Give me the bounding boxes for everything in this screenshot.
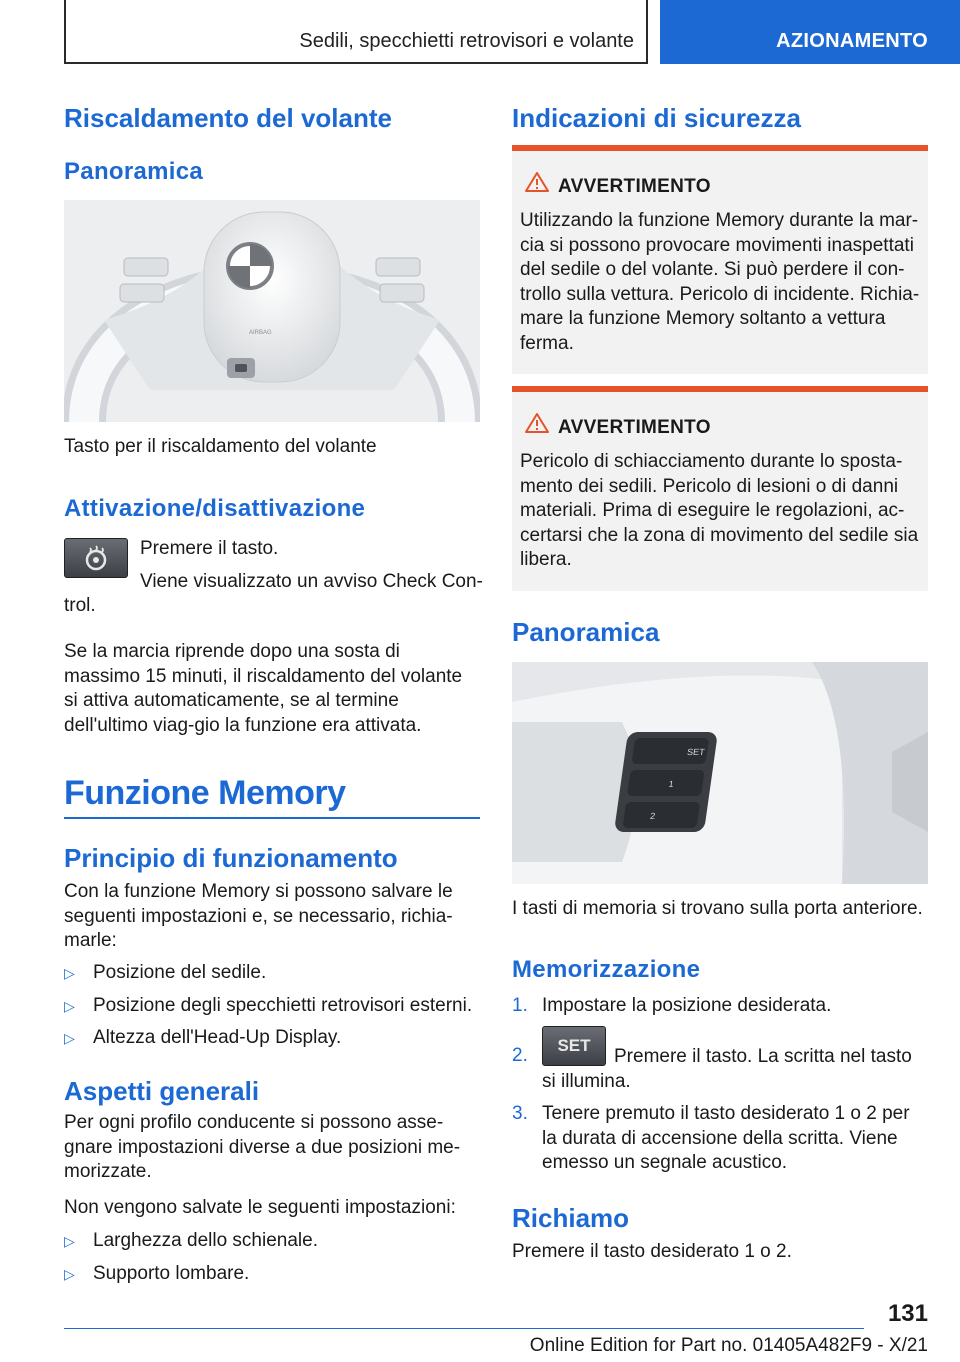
recall-paragraph: Premere il tasto desiderato 1 o 2. [512, 1241, 792, 1262]
list-item-text: Posizione degli specchietti retrovisori esterni. [93, 994, 473, 1016]
steering-wheel-image [64, 200, 480, 422]
door-2-label: 2 [649, 811, 656, 821]
bullet-marker: ▷ [64, 1030, 75, 1046]
check-control-text-cont: trol. [64, 595, 96, 616]
check-control-text: Viene visualizzato un avviso Check Con- [140, 571, 483, 592]
step-3 [512, 1102, 928, 1176]
steering-heating-button [64, 538, 128, 578]
door-panel-illustration [512, 662, 928, 884]
warning-triangle-icon [524, 412, 550, 434]
step-text: Premere il tasto. La scritta nel tasto si illumina. [542, 1046, 912, 1092]
door-buttons-image [512, 662, 928, 884]
list-item [64, 1262, 484, 1287]
door-set-label: SET [686, 747, 706, 757]
step-number: 2. [512, 1045, 528, 1066]
list-item-text: Posizione del sedile. [93, 962, 267, 983]
step-text: Tenere premuto il tasto desiderato 1 o 2 per la durata di accensione della scritta. Viene emesso un segnale acustico. [542, 1103, 910, 1173]
heading-steering-heating: Riscaldamento del volante [64, 103, 392, 133]
list-item [64, 961, 484, 986]
airbag-label: AIRBAG [249, 330, 272, 336]
step-number: 3. [512, 1103, 528, 1124]
warning-title: AVVERTIMENTO [558, 417, 711, 438]
not-saved-paragraph: Non vengono salvate le seguenti impostazioni: [64, 1197, 456, 1218]
heading-safety: Indicazioni di sicurezza [512, 103, 801, 133]
memory-heading-rule [64, 817, 480, 819]
principle-list [64, 961, 484, 1051]
page-number: 131 [887, 1300, 928, 1327]
bullet-marker: ▷ [64, 965, 75, 981]
warning-text: Pericolo di schiacciamento durante lo sposta-mento dei sedili. Pericolo di lesioni o di danni materiali. Prima di eseguire le regolazioni, ac-certarsi che la zona di movimento del sedile sia libera. [520, 451, 919, 570]
principle-paragraph: Con la funzione Memory si possono salvare le seguenti impostazioni e, se necessario, richia-marle: [64, 881, 453, 951]
bullet-marker: ▷ [64, 1233, 75, 1249]
bullet-marker: ▷ [64, 997, 75, 1014]
heading-principle: Principio di funzionamento [64, 843, 398, 873]
step-number: 1. [512, 995, 528, 1016]
warning-box-1 [512, 145, 928, 374]
warning-box-2 [512, 386, 928, 591]
resume-paragraph: Se la marcia riprende dopo una sosta di massimo 15 minuti, il riscaldamento del volante si attiva automaticamente, se al termine dell'ultimo viag-gio la funzione era attivata. [64, 641, 463, 736]
step-text: Impostare la posizione desiderata. [542, 995, 832, 1016]
list-item [64, 994, 484, 1019]
steering-wheel-illustration [64, 200, 480, 422]
steering-image-caption: Tasto per il riscaldamento del volante [64, 436, 377, 457]
warning-triangle-icon [524, 171, 550, 193]
heading-storing: Memorizzazione [512, 956, 701, 983]
heading-activation: Attivazione/disattivazione [64, 495, 366, 522]
list-item-text: Altezza dell'Head-Up Display. [93, 1027, 342, 1048]
header-section-box [64, 0, 648, 64]
heading-overview-left: Panoramica [64, 158, 204, 185]
door-1-label: 1 [667, 779, 675, 789]
press-button-text: Premere il tasto. [140, 538, 279, 559]
warning-text: Utilizzando la funzione Memory durante la mar-cia si possono provocare movimenti inaspettati del sedile o del volante. Si può perdere il con-trollo sulla vettura. Pericolo di incidente. Richia-mare la funzione Memory soltanto a vettura ferma. [520, 210, 920, 354]
bullet-marker: ▷ [64, 1265, 75, 1282]
general-paragraph: Per ogni profilo conducente si possono asse-gnare impostazioni diverse a due posizioni me-morizzate. [64, 1112, 461, 1182]
list-item [64, 1026, 484, 1051]
set-button-label: SET [557, 1036, 591, 1055]
footer-edition: Online Edition for Part no. 01405A482F9 - X/21 [529, 1335, 928, 1356]
step-1 [512, 994, 928, 1019]
heading-recall: Richiamo [512, 1203, 630, 1233]
header-chapter-title: AZIONAMENTO [776, 30, 928, 52]
not-saved-list [64, 1229, 484, 1286]
warning-title: AVVERTIMENTO [558, 176, 711, 197]
header-chapter-box [660, 0, 960, 64]
heading-overview-right: Panoramica [512, 617, 660, 647]
door-image-caption: I tasti di memoria si trovano sulla porta anteriore. [512, 898, 923, 919]
header-section-title: Sedili, specchietti retrovisori e volante [299, 30, 634, 52]
steering-heating-icon [81, 543, 111, 573]
list-item [64, 1229, 484, 1254]
footer-rule [64, 1328, 864, 1329]
heading-memory-function: Funzione Memory [64, 774, 346, 812]
list-item-text: Larghezza dello schienale. [93, 1230, 318, 1251]
list-item-text: Supporto lombare. [93, 1262, 250, 1284]
heading-general: Aspetti generali [64, 1076, 260, 1106]
